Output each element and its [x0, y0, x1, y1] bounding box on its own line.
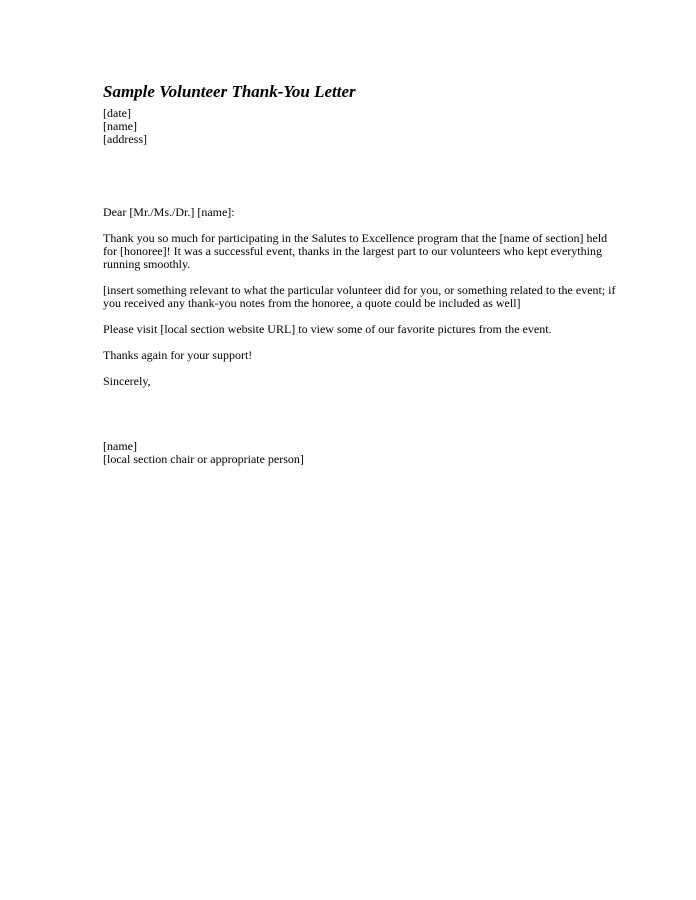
paragraph-line: Please visit [local section website URL] to view some of our favorite pictures from the event.: [103, 322, 552, 336]
letter-page: [103, 82, 616, 466]
closing: Sincerely,: [103, 374, 151, 388]
body-paragraph-3: [103, 323, 603, 336]
signature-title: [local section chair or appropriate person]: [103, 452, 304, 466]
salutation: Dear [Mr./Ms./Dr.] [name]:: [103, 205, 235, 219]
signature-name: [name]: [103, 439, 137, 453]
paragraph-line: [insert something relevant to what the particular volunteer did for you, or something related to the event; if: [103, 283, 616, 297]
recipient-address-line: [address]: [103, 132, 147, 146]
body-paragraph-4: [103, 349, 603, 362]
letter-header-block: [103, 107, 603, 146]
recipient-name-line: [name]: [103, 119, 137, 133]
body-paragraph-2: [103, 283, 616, 310]
date-line: [date]: [103, 106, 131, 120]
signature-block: [103, 440, 603, 466]
body-paragraph-1: [103, 231, 608, 271]
paragraph-line: for [honoree]! It was a successful event, thanks in the largest part to our volunteers who kept everything: [103, 244, 602, 258]
paragraph-line: Thanks again for your support!: [103, 348, 253, 362]
paragraph-line: running smoothly.: [103, 257, 191, 271]
paragraph-line: Thank you so much for participating in the Salutes to Excellence program that the [name of section] held: [103, 231, 608, 245]
paragraph-line: you received any thank-you notes from the honoree, a quote could be included as well]: [103, 296, 521, 310]
letter-title: Sample Volunteer Thank-You Letter: [103, 82, 356, 101]
